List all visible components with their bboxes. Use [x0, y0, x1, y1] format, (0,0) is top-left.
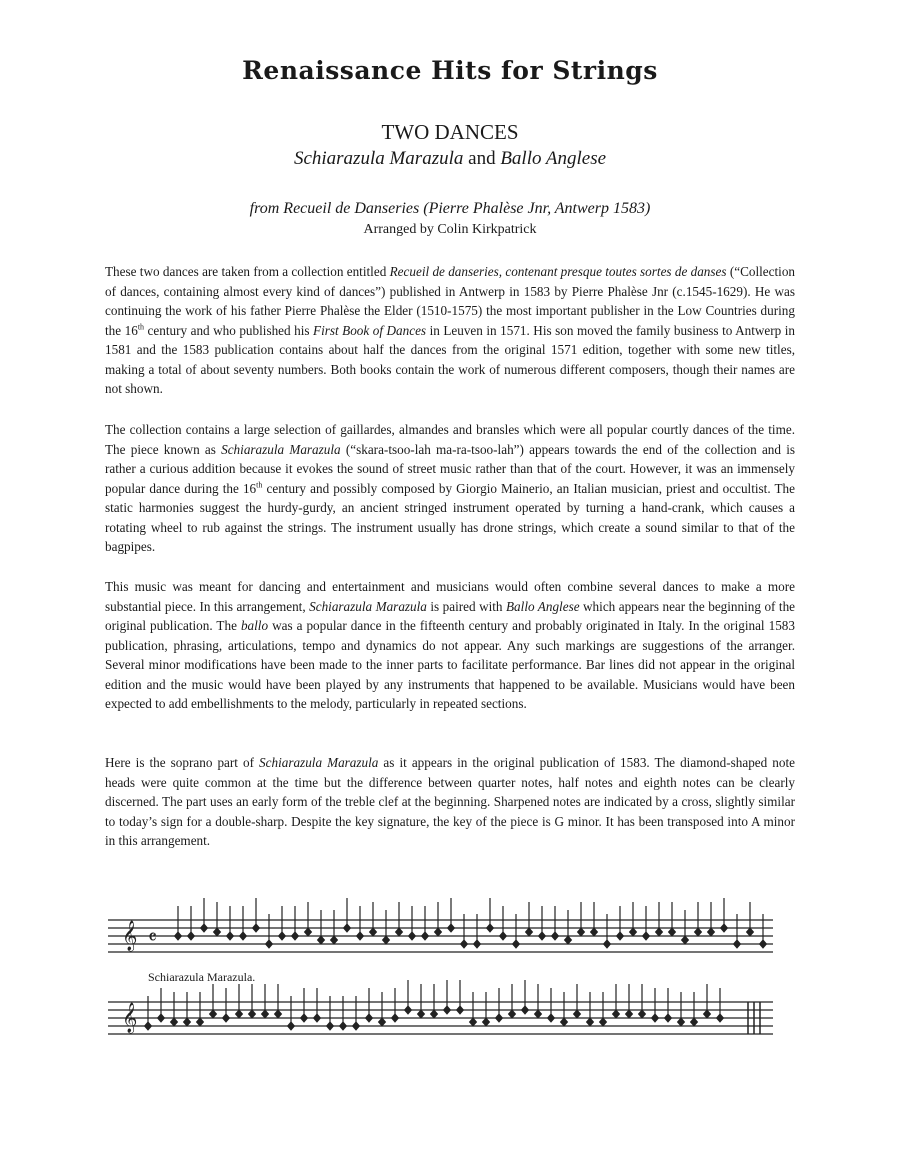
source-line: from Recueil de Danseries (Pierre Phalèse Jnr, Antwerp 1583) — [249, 200, 651, 217]
subtitle-dance-2: Ballo Anglese — [500, 148, 607, 169]
text: which appears near the beginning of the original publication. The — [105, 598, 796, 633]
note-head — [262, 1010, 269, 1018]
note-head — [734, 940, 741, 948]
note-head — [496, 1014, 503, 1022]
note-head — [652, 1014, 659, 1022]
note-head — [383, 936, 390, 944]
note-head — [721, 924, 728, 932]
note-head — [704, 1010, 711, 1018]
arranger-line: Arranged by Colin Kirkpatrick — [363, 222, 537, 237]
text-italic: Recueil de danseries, contenant presque toutes sortes de danses — [389, 264, 727, 279]
note-head — [509, 1010, 516, 1018]
note-head — [526, 928, 533, 936]
series-title: Renaissance Hits for Strings — [242, 56, 658, 85]
note-head — [483, 1018, 490, 1026]
paragraph-arrangement — [105, 577, 795, 714]
note-head — [548, 1014, 555, 1022]
note-head — [600, 1018, 607, 1026]
text-italic: Schiarazula Marazula — [259, 755, 379, 770]
note-head — [435, 928, 442, 936]
note-head — [682, 936, 689, 944]
note-head — [314, 1014, 321, 1022]
notes-row-2 — [145, 980, 724, 1030]
superscript: th — [137, 322, 145, 332]
note-head — [171, 1018, 178, 1026]
note-head — [288, 1022, 295, 1030]
note-head — [344, 924, 351, 932]
clef-symbol-2: 𝄞 — [122, 1003, 138, 1033]
text: in Leuven in 1571. His son moved the family business to Antwerp in 1581 and the 1583 publication contains about half the dances from the original 1571 edition, together with some new titles, making a total of about seventy numbers. Both books contain the work of numerous different composers, though their names are not shown. — [105, 322, 795, 396]
note-head — [500, 932, 507, 940]
note-head — [574, 1010, 581, 1018]
staff-line-2 — [108, 1002, 773, 1034]
paragraph-soprano-part — [105, 753, 795, 851]
note-head — [158, 1014, 165, 1022]
note-head — [201, 924, 208, 932]
note-head — [357, 932, 364, 940]
note-head — [370, 928, 377, 936]
note-head — [513, 940, 520, 948]
subtitle-dance-1: Schiarazula Marazula — [293, 148, 464, 169]
note-head — [422, 932, 429, 940]
note-head — [379, 1018, 386, 1026]
paragraph-collection-history — [105, 262, 795, 399]
note-head — [669, 928, 676, 936]
text-italic: Ballo Anglese — [506, 598, 580, 614]
note-head — [578, 928, 585, 936]
note-head — [717, 1014, 724, 1022]
note-head — [227, 932, 234, 940]
text: is paired with — [426, 598, 506, 614]
note-head — [639, 1010, 646, 1018]
note-head — [522, 1006, 529, 1014]
text: Here is the soprano part of — [105, 755, 260, 770]
note-head — [678, 1018, 685, 1026]
text: The collection contains a large selection of gaillardes, almandes and bransles which were all popular courtly dances of the time. The piece known as — [105, 422, 795, 457]
note-head — [396, 928, 403, 936]
superscript: th — [256, 480, 263, 490]
note-head — [214, 928, 221, 936]
note-head — [665, 1014, 672, 1022]
note-head — [392, 1014, 399, 1022]
note-head — [188, 932, 195, 940]
note-head — [695, 928, 702, 936]
notes-row-1 — [175, 898, 767, 948]
note-head — [535, 1010, 542, 1018]
subtitle-connector: and — [463, 148, 501, 169]
note-head — [318, 936, 325, 944]
note-head — [591, 928, 598, 936]
note-head — [630, 928, 637, 936]
text-italic: Schiarazula Marazula — [309, 598, 427, 614]
text-italic: First Book of Dances — [313, 322, 427, 338]
note-head — [405, 1006, 412, 1014]
note-head — [145, 1022, 152, 1030]
note-head — [474, 940, 481, 948]
time-signature-symbol: 𝄴 — [148, 925, 157, 949]
note-head — [236, 1010, 243, 1018]
note-head — [340, 1022, 347, 1030]
note-head — [197, 1018, 204, 1026]
note-head — [279, 932, 286, 940]
note-head — [266, 940, 273, 948]
note-head — [626, 1010, 633, 1018]
text: This music was meant for dancing and entertainment and musicians would often combine several dances to make a more substantial piece. In this arrangement, — [105, 579, 795, 614]
paragraph-schiarazula — [105, 420, 795, 557]
note-head — [366, 1014, 373, 1022]
staff-line-1 — [108, 920, 773, 952]
note-head — [552, 932, 559, 940]
note-head — [587, 1018, 594, 1026]
main-title: TWO DANCES — [381, 120, 519, 144]
note-head — [470, 1018, 477, 1026]
note-head — [539, 932, 546, 940]
text: These two dances are taken from a collection entitled — [105, 264, 390, 279]
text-italic: ballo — [240, 618, 269, 633]
note-head — [448, 924, 455, 932]
note-head — [210, 1010, 217, 1018]
clef-symbol: 𝄞 — [122, 921, 138, 951]
text: (“skara-tsoo-lah ma-ra-tsoo-lah”) appears towards the end of the collection and is rather a curious addition because it evokes the sound of street music rather than that of the court. However, it was an immensely popular dance during the 16 — [105, 441, 796, 496]
note-head — [613, 1010, 620, 1018]
note-head — [409, 932, 416, 940]
note-head — [431, 1010, 438, 1018]
text-italic: Schiarazula Marazula — [221, 441, 341, 457]
note-head — [327, 1022, 334, 1030]
note-head — [747, 928, 754, 936]
note-head — [301, 1014, 308, 1022]
note-head — [353, 1022, 360, 1030]
note-head — [305, 928, 312, 936]
note-head — [223, 1014, 230, 1022]
note-head — [561, 1018, 568, 1026]
text: (“Collection of dances, containing almost every kind of dances”) published in Antwerp in 1583 by Pierre Phalèse Jnr (c.1545-1629). He was continuing the work of his father Pierre Phalèse the Elder (1510-1575) the most important publisher in the Low Countries during the 16 — [105, 264, 796, 338]
note-head — [691, 1018, 698, 1026]
note-head — [331, 936, 338, 944]
note-head — [253, 924, 260, 932]
text: century and who published his — [144, 322, 314, 338]
note-head — [708, 928, 715, 936]
note-head — [643, 932, 650, 940]
note-head — [240, 932, 247, 940]
text: was a popular dance in the fifteenth century and probably originated in Italy. In the original 1583 publication, phrasing, articulations, tempo and dynamics do not appear. Any such markings are suggestions of the arranger. Several minor modifications have been made to the inner parts to facilitate performance. Bar lines did not appear in the original edition and the music would have been played by any instruments that happened to be available. Musicians would have been expected to add embellishments to the melody, particularly in repeated sections. — [105, 618, 795, 711]
note-head — [487, 924, 494, 932]
note-head — [760, 940, 767, 948]
note-head — [275, 1010, 282, 1018]
note-head — [457, 1006, 464, 1014]
note-head — [656, 928, 663, 936]
subtitle — [0, 148, 900, 170]
music-excerpt-label: Schiarazula Marazula. — [148, 970, 256, 984]
note-head — [604, 940, 611, 948]
note-head — [617, 932, 624, 940]
text: century and possibly composed by Giorgio Mainerio, an Italian musician, priest and occultist. The static harmonies suggest the hurdy-gurdy, an ancient stringed instrument operated by turning a hand-crank, which causes a rotating wheel to rub against the strings. The instrument usually has drone strings, which create a sound similar to that of the bagpipes. — [105, 480, 795, 554]
note-head — [292, 932, 299, 940]
text: as it appears in the original publication of 1583. The diamond-shaped note heads were quite common at the time but the difference between quarter notes, half notes and eighth notes can be clearly discerned. The part uses an early form of the treble clef at the beginning. Sharpened notes are indicated by a cross, slightly similar to today’s sign for a double-sharp. Despite the key signature, the key of the piece is G minor. It has been transposed into A minor in this arrangement. — [105, 755, 795, 848]
note-head — [461, 940, 468, 948]
note-head — [444, 1006, 451, 1014]
note-head — [249, 1010, 256, 1018]
note-head — [175, 932, 182, 940]
note-head — [565, 936, 572, 944]
note-head — [418, 1010, 425, 1018]
note-head — [184, 1018, 191, 1026]
